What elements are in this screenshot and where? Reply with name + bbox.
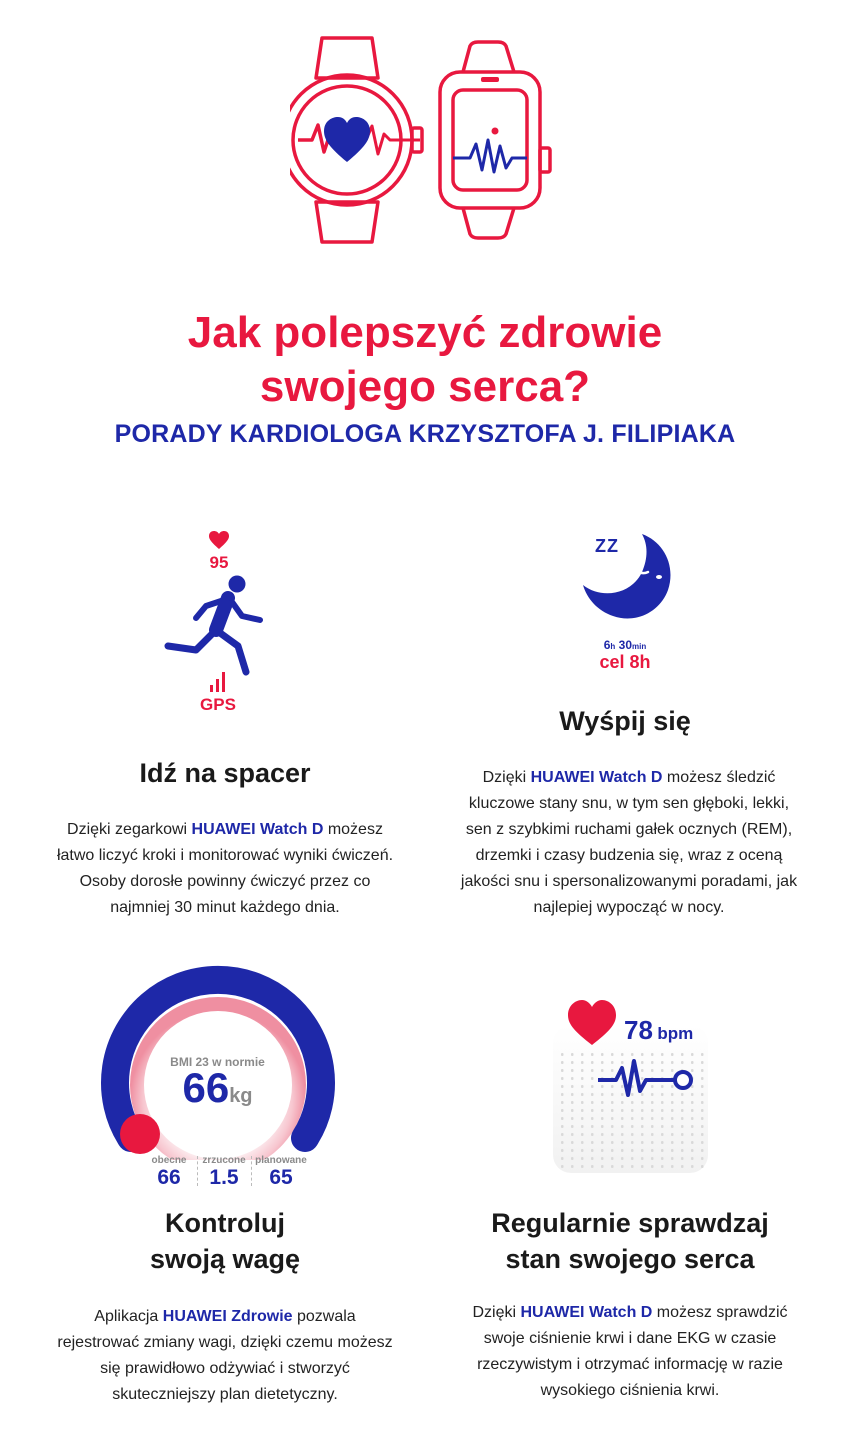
sleep-title: Wyśpij się bbox=[559, 706, 691, 736]
page-title bbox=[0, 306, 850, 414]
gps-label: GPS bbox=[200, 695, 236, 714]
title-line-2: swojego serca? bbox=[259, 362, 591, 411]
weight-title: Kontroluj swoją wagę bbox=[149, 1208, 301, 1274]
weight-text: Aplikacja HUAWEI Zdrowie pozwala rejestrować zmiany wagi, dzięki czemu możesz się prawidłowo odżywiać i stworzyć skuteczniejszy plan dietetyczny. bbox=[57, 1308, 393, 1403]
sleep-text: Dzięki HUAWEI Watch D możesz śledzić kluczowe stany snu, w tym sen głęboki, lekki, sen z szybkimi ruchami gałek ocznych (REM), drzemki i czasy budzenia się, wraz z oceną jakości snu i spersonalizowanymi poradami, jak najlepiej wypocząć w nocy. bbox=[460, 769, 798, 916]
watch-indicator bbox=[481, 77, 499, 82]
brand-zdrowie: HUAWEI Zdrowie bbox=[162, 1308, 293, 1325]
brand-watch-d: HUAWEI Watch D bbox=[191, 821, 324, 838]
walk-text: Dzięki zegarkowi HUAWEI Watch D możesz łatwo liczyć kroki i monitorować wyniki ćwiczeń. Osoby dorosłe powinny ćwiczyć przez co najmniej 30 minut każdego dnia. bbox=[56, 821, 394, 916]
ecg-end-icon bbox=[675, 1072, 691, 1088]
bmi-label: BMI 23 w normie bbox=[170, 1055, 265, 1069]
gauge-marker bbox=[120, 1114, 160, 1154]
watch-dot bbox=[492, 128, 499, 135]
title-line-1: Jak polepszyć zdrowie bbox=[187, 308, 663, 357]
weight-stat-planned: planowane 65 bbox=[255, 1155, 307, 1189]
walk-title: Idź na spacer bbox=[139, 758, 311, 788]
sleep-duration: 6h 30min bbox=[603, 638, 647, 652]
heart-text: Dzięki HUAWEI Watch D możesz sprawdzić swoje ciśnienie krwi i dane EKG w czasie rzeczywistym i otrzymać informację w razie wysokiego ciśnienia krwi. bbox=[472, 1304, 788, 1399]
weight-stat-current: obecne 66 bbox=[151, 1155, 187, 1189]
sleep-zz: Z Z bbox=[595, 536, 616, 556]
runner-icon bbox=[162, 572, 272, 682]
signal-icon bbox=[209, 671, 227, 693]
watches-illustration bbox=[290, 30, 570, 255]
heart-rate-value: 95 bbox=[209, 553, 229, 572]
heart-title: Regularnie sprawdzaj stan swojego serca bbox=[491, 1208, 769, 1274]
brand-watch-d: HUAWEI Watch D bbox=[530, 769, 663, 786]
moon-icon bbox=[580, 530, 675, 625]
heart-icon bbox=[324, 117, 370, 162]
bpm-readout: 78 bpm bbox=[624, 1015, 694, 1045]
weight-value: 66kg bbox=[182, 1064, 253, 1111]
brand-watch-d: HUAWEI Watch D bbox=[520, 1304, 653, 1321]
heart-small-icon bbox=[208, 530, 230, 550]
ecg-icon bbox=[453, 140, 527, 172]
sleep-goal: cel 8h bbox=[599, 652, 651, 672]
square-watch-icon bbox=[440, 42, 550, 238]
page-subtitle: PORADY KARDIOLOGA KRZYSZTOFA J. FILIPIAKA bbox=[114, 420, 736, 448]
weight-stat-lost: zrzucone 1.5 bbox=[202, 1155, 246, 1189]
